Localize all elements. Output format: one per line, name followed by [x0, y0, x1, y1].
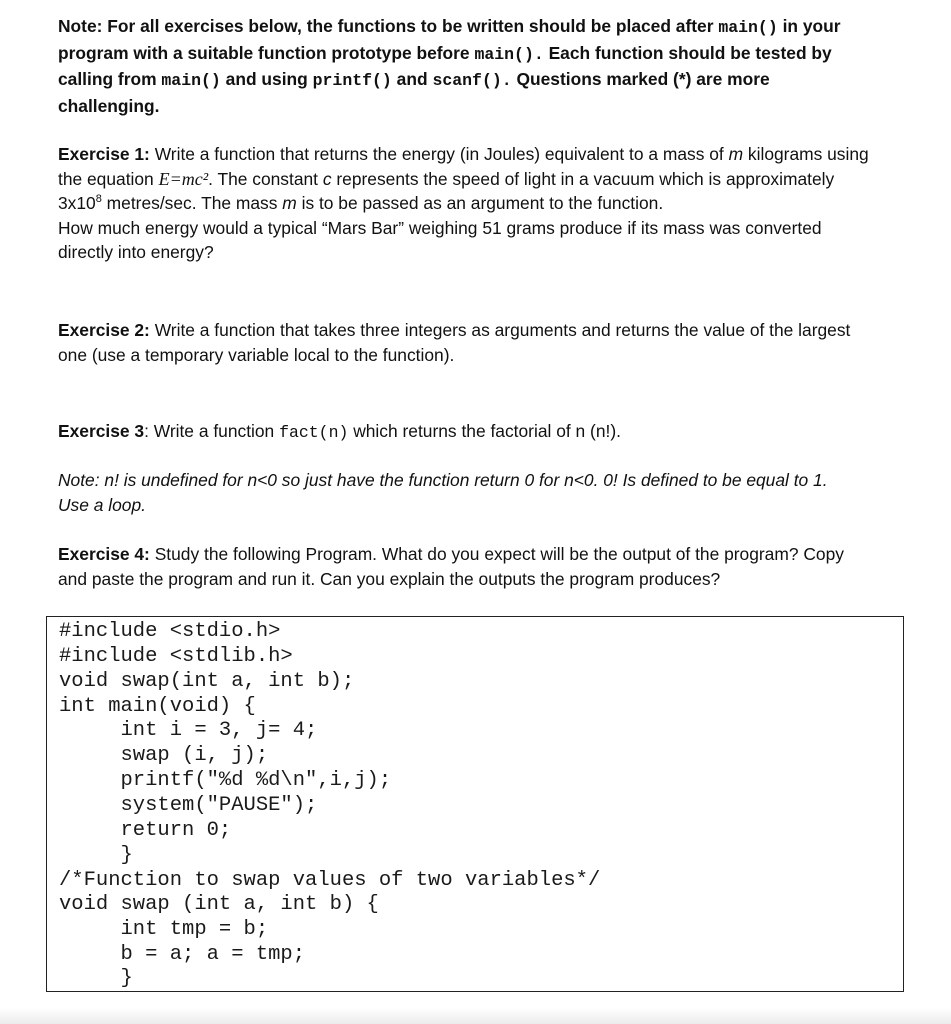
note-text: program with a suitable function prototype before — [58, 42, 475, 63]
exercise-4-line-2: and paste the program and run it. Can you explain the outputs the program produces? — [58, 568, 721, 589]
note-line-3 — [58, 67, 841, 94]
exercise-4 — [58, 542, 844, 591]
exercise-text: kilograms using — [743, 144, 869, 164]
code-line: /*Function to swap values of two variables*/ — [59, 869, 601, 892]
code-inline: scanf(). — [432, 71, 512, 91]
exercise-label: Exercise 2: — [58, 320, 150, 340]
note-line-2 — [58, 41, 841, 68]
code-line: } — [59, 967, 133, 990]
code-line: swap (i, j); — [59, 744, 269, 767]
note-text: calling from — [58, 69, 162, 90]
note-text: Each function should be tested by — [543, 42, 832, 63]
exercise-2-line-1 — [58, 318, 850, 343]
code-line: void swap (int a, int b) { — [59, 893, 379, 916]
code-inline: printf() — [312, 71, 392, 91]
exercise-2-line-2: one (use a temporary variable local to the function). — [58, 344, 455, 365]
page-bottom-edge — [0, 1008, 951, 1024]
exercise-text: metres/sec. The mass — [101, 193, 283, 214]
exercise-text: . The constant — [208, 168, 323, 189]
exercise-1-line-3 — [58, 191, 869, 216]
note-text: and using — [220, 69, 313, 90]
variable-m: m — [282, 193, 297, 214]
exponent: 8 — [95, 193, 102, 206]
code-inline: fact(n) — [279, 423, 349, 442]
exercise-label: Exercise 3 — [58, 421, 145, 441]
exercise-1-line-4: How much energy would a typical “Mars Bar” weighing 51 grams produce if its mass was converted — [58, 217, 822, 238]
note-text: in your — [777, 16, 841, 36]
exercise-label: Exercise 1: — [58, 144, 150, 164]
exercise-3-note — [58, 468, 828, 517]
note-text: and — [391, 69, 433, 90]
code-line: void swap(int a, int b); — [59, 670, 355, 693]
variable-m: m — [728, 144, 744, 164]
exercise-text: 3x10 — [58, 193, 96, 214]
exercise-text: Write a function that returns the energy (in Joules) equivalent to a mass of — [149, 144, 729, 164]
code-line: #include <stdio.h> — [59, 620, 281, 643]
code-line: return 0; — [59, 819, 232, 842]
code-line: b = a; a = tmp; — [59, 943, 306, 966]
instructions-note — [58, 14, 841, 118]
variable-c: c — [322, 168, 332, 189]
exercise-3-line-1 — [58, 419, 621, 446]
exercise-text: : Write a function — [144, 421, 280, 441]
exercise-1 — [58, 142, 869, 265]
exercise-2 — [58, 318, 850, 367]
code-inline: main() — [718, 18, 778, 37]
code-inline: main(). — [474, 44, 544, 64]
exercise-3-note-line-1: Note: n! is undefined for n<0 so just have the function return 0 for n<0. 0! Is defined to be equal to 1. — [58, 470, 828, 490]
exercise-3-note-line-2: Use a loop. — [58, 494, 146, 515]
equation: E=mc² — [158, 168, 209, 189]
code-line: system("PAUSE"); — [59, 794, 318, 817]
code-line: printf("%d %d\n",i,j); — [59, 769, 392, 792]
exercise-label: Exercise 4: — [58, 544, 150, 564]
note-text: Note: For all exercises below, the functions to be written should be placed after — [58, 16, 719, 36]
exercise-text: Write a function that takes three integers as arguments and returns the value of the largest — [149, 320, 851, 340]
code-line: } — [59, 844, 133, 867]
code-inline: main() — [161, 71, 221, 91]
note-text: Questions marked (*) are more — [511, 69, 770, 90]
code-line: #include <stdlib.h> — [59, 645, 293, 668]
exercise-text: Study the following Program. What do you expect will be the output of the program? Copy — [149, 544, 844, 564]
exercise-3 — [58, 419, 621, 446]
exercise-text: which returns the factorial of n (n!). — [348, 421, 621, 441]
exercise-1-line-2 — [58, 167, 869, 192]
exercise-4-line-1 — [58, 542, 844, 567]
code-line: int i = 3, j= 4; — [59, 719, 318, 742]
exercise-text: represents the speed of light in a vacuum which is approximately — [331, 168, 835, 189]
note-line-1 — [58, 14, 841, 41]
code-line: int tmp = b; — [59, 918, 269, 941]
exercise-text: the equation — [58, 168, 159, 189]
code-line: int main(void) { — [59, 695, 256, 718]
exercise-1-line-1 — [58, 142, 869, 167]
exercise-text: is to be passed as an argument to the function. — [296, 193, 664, 214]
note-line-4: challenging. — [58, 95, 160, 116]
code-listing — [46, 616, 904, 992]
exercise-1-line-5: directly into energy? — [58, 242, 214, 263]
